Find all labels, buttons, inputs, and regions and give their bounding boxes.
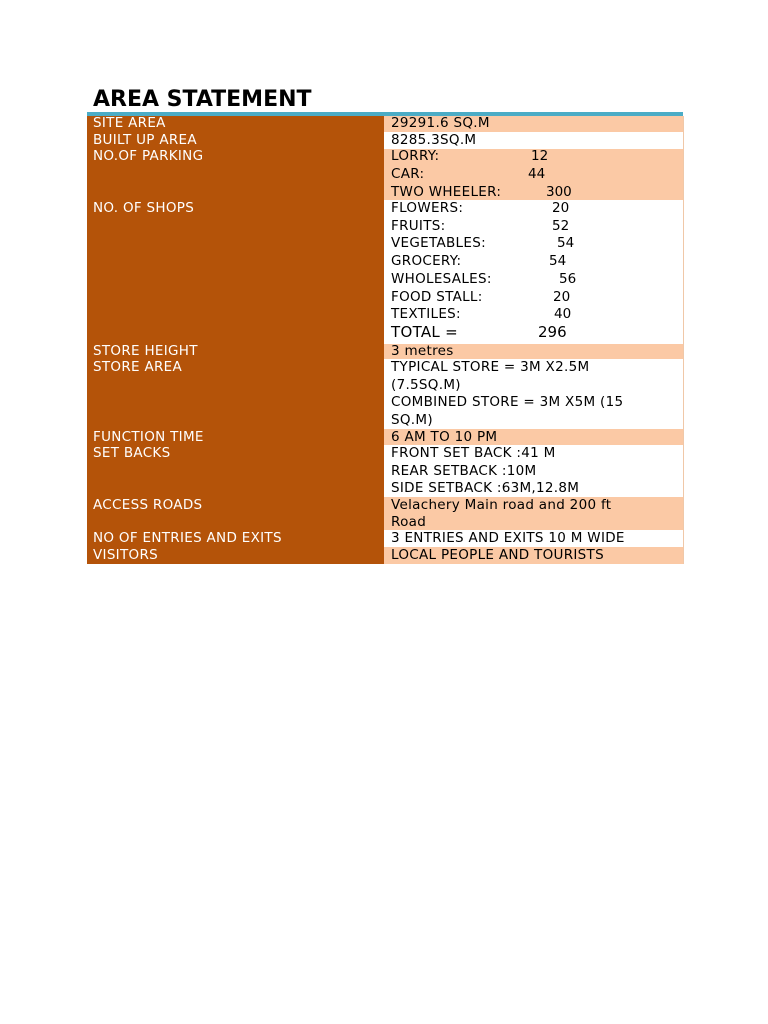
value-function-time: 6 AM TO 10 PM [391, 429, 498, 445]
value-built-up-area: 8285.3SQ.M [391, 132, 477, 148]
shop-textiles-count: 40 [554, 306, 572, 322]
shop-flowers-name: FLOWERS: [391, 200, 464, 216]
label-visitors: VISITORS [93, 547, 158, 563]
store-area-line-2: (7.5SQ.M) [391, 377, 461, 393]
parking-car-count: 44 [528, 166, 546, 182]
parking-two-wheeler-count: 300 [546, 184, 572, 200]
parking-lorry-count: 12 [531, 148, 549, 164]
value-store-height: 3 metres [391, 343, 454, 359]
shop-grocery-count: 54 [549, 253, 567, 269]
value-visitors: LOCAL PEOPLE AND TOURISTS [391, 547, 604, 563]
label-shops: NO. OF SHOPS [93, 200, 195, 216]
page-title: AREA STATEMENT [93, 87, 312, 112]
label-entries: NO OF ENTRIES AND EXITS [93, 530, 282, 546]
label-access-roads: ACCESS ROADS [93, 497, 203, 513]
parking-car-name: CAR: [391, 166, 425, 182]
shop-textiles-name: TEXTILES: [391, 306, 461, 322]
area-statement-table [87, 116, 683, 564]
shop-vegetables-name: VEGETABLES: [391, 235, 486, 251]
label-built-up-area: BUILT UP AREA [93, 132, 197, 148]
access-roads-line-2: Road [391, 514, 427, 530]
parking-two-wheeler-name: TWO WHEELER: [391, 184, 502, 200]
shop-fruits-name: FRUITS: [391, 218, 446, 234]
parking-lorry-name: LORRY: [391, 148, 440, 164]
value-site-area: 29291.6 SQ.M [391, 115, 490, 131]
shop-grocery-name: GROCERY: [391, 253, 462, 269]
label-set-backs: SET BACKS [93, 445, 171, 461]
shop-flowers-count: 20 [552, 200, 570, 216]
label-store-height: STORE HEIGHT [93, 343, 198, 359]
set-backs-line-1: FRONT SET BACK :41 M [391, 445, 556, 461]
shop-food-stall-name: FOOD STALL: [391, 289, 483, 305]
label-column [87, 116, 384, 564]
store-area-line-1: TYPICAL STORE = 3M X2.5M [391, 359, 590, 375]
access-roads-line-1: Velachery Main road and 200 ft [391, 497, 612, 513]
shop-wholesales-count: 56 [559, 271, 577, 287]
shops-total-value: 296 [538, 323, 567, 341]
value-entries: 3 ENTRIES AND EXITS 10 M WIDE [391, 530, 625, 546]
store-area-line-3: COMBINED STORE = 3M X5M (15 [391, 394, 624, 410]
label-parking: NO.OF PARKING [93, 148, 204, 164]
value-column [384, 116, 684, 564]
label-store-area: STORE AREA [93, 359, 183, 375]
set-backs-line-2: REAR SETBACK :10M [391, 463, 537, 479]
shop-food-stall-count: 20 [553, 289, 571, 305]
shop-vegetables-count: 54 [557, 235, 575, 251]
store-area-line-4: SQ.M) [391, 412, 433, 428]
label-site-area: SITE AREA [93, 115, 166, 131]
shops-total-label: TOTAL = [391, 323, 459, 341]
shop-fruits-count: 52 [552, 218, 570, 234]
set-backs-line-3: SIDE SETBACK :63M,12.8M [391, 480, 580, 496]
shop-wholesales-name: WHOLESALES: [391, 271, 492, 287]
label-function-time: FUNCTION TIME [93, 429, 204, 445]
